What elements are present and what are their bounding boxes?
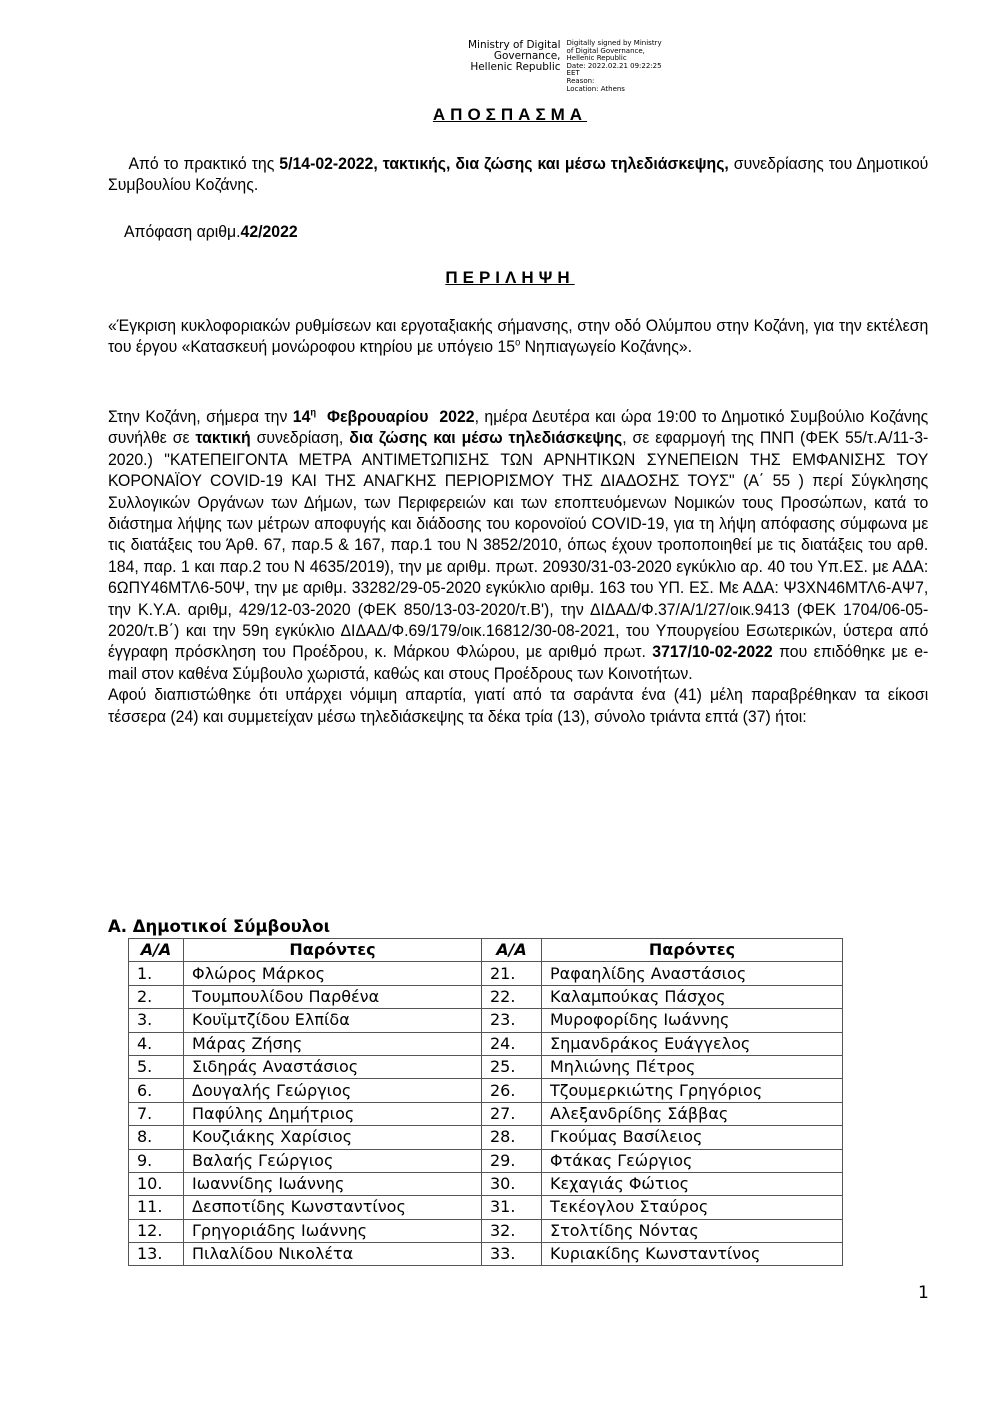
table-row — [129, 1126, 843, 1149]
table-header-row — [129, 939, 843, 962]
signature-details: Digitally signed by Ministry of Digital Governance, Hellenic Republic Date: 2022.02.21 09:22:25 EET Reason: Location: Athens — [566, 39, 662, 93]
member-name-cell: Μάρας Ζήσης — [184, 1032, 482, 1055]
quorum-paragraph: Αφού διαπιστώθηκε ότι υπάρχει νόμιμη απαρτία, γιατί από τα σαράντα ένα (41) μέλη παραβρέθηκαν τα είκοσι τέσσερα (24) και συμμετείχαν μέσω τηλεδιάσκεψης τα δέκα τρία (13), σύνολο τριάντα επτά (37) ήτοι: — [108, 685, 929, 726]
row-number-cell: 23. — [482, 1009, 542, 1032]
table-row — [129, 1032, 843, 1055]
row-number-cell: 27. — [482, 1102, 542, 1125]
table-row — [129, 1079, 843, 1102]
member-name-cell: Δουγαλής Γεώργιος — [184, 1079, 482, 1102]
body-paragraph: Στην Κοζάνη, σήμερα την $14^\eta$ Φεβρουαρίου 2022, ημέρα Δευτέρα και ώρα 19:00 το Δημοτικό Συμβούλιο Κοζάνης συνήλθε σε τακτική συνεδρίαση, δια ζώσης και μέσω τηλεδιάσκεψης, σε εφαρμογή της ΠΝΠ (ΦΕΚ 55/τ.Α/11-3-2020.) "ΚΑΤΕΠΕΙΓΟΝΤΑ ΜΕΤΡΑ ΑΝΤΙΜΕΤΩΠΙΣΗΣ ΤΩΝ ΑΡΝΗΤΙΚΩΝ ΣΥΝΕΠΕΙΩΝ ΤΗΣ ΕΜΦΑΝΙΣΗΣ ΤΟΥ ΚΟΡΟΝΑΪΟΥ COVID-19 ΚΑΙ ΤΗΣ ΑΝΑΓΚΗΣ ΠΕΡΙΟΡΙΣΜΟΥ ΤΗΣ ΔΙΑΔΟΣΗΣ ΤΟΥΣ" (Α΄ 55 ) περί Σύγκλησης Συλλογικών Οργάνων των Δήμων, των Περιφερειών και των εποπτευόμενων Νομικών τους Προσώπων, κατά το διάστημα λήψης των μέτρων αποφυγής και διάδοσης του κορονοϊού COVID-19, για τη λήψη απόφασης σύμφωνα με τις διατάξεις του Άρθ. 67, παρ.5 & 167, παρ.1 του Ν 3852/2010, όπως έχουν τροποποιηθεί με τις διατάξεις του αρθ. 184, παρ. 1 και παρ.2 του Ν 4635/2019), την με αριθμ. πρωτ. 20930/31-03-2020 εγκύκλιο αρ. 40 του Υπ.ΕΣ. με ΑΔΑ: 6ΩΠΥ46ΜΤΛ6-50Ψ, την με αριθμ. 33282/29-05-2020 εγκύκλιο αριθμ. 163 του ΥΠ. ΕΣ. Με ΑΔΑ: Ψ3ΧΝ46ΜΤΛ6-ΑΨ7, την Κ.Υ.Α. αριθμ, 429/12-03-2020 (ΦΕΚ 850/13-03-2020/τ.Β'), την ΔΙΔΑΔ/Φ.37/Α/1/27/οικ.9413 (ΦΕΚ 1704/06-05-2020/τ.Β΄) και την 59η εγκύκλιο ΔΙΔΑΔ/Φ.69/179/οικ.16812/30-08-2021, του Υπουργείου Εσωτερικών, ύστερα από έγγραφη πρόσκληση του Προέδρου, κ. Μάρκου Φλώρου, με αριθμό πρωτ. 3717/10-02-2022 που επιδόθηκε με e-mail στον καθένα Σύμβουλο χωριστά, καθώς και στους Προέδρους των Κοινοτήτων. Αφού διαπιστώθηκε ότι υπάρχει νόμιμη απαρτία, γιατί από τα σαράντα ένα (41) μέλη παραβρέθηκαν τα είκοσι τέσσερα (24) και συμμετείχαν μέσω τηλεδιάσκεψης τα δέκα τρία (13), σύνολο τριάντα επτά (37) ήτοι: — [108, 407, 929, 726]
table-row — [129, 1149, 843, 1172]
attendance-table — [128, 938, 843, 1266]
row-number-cell: 1. — [129, 962, 184, 985]
row-number-cell: 8. — [129, 1126, 184, 1149]
page-number: 1 — [918, 1283, 929, 1303]
member-name-cell: Σιδηράς Αναστάσιος — [184, 1055, 482, 1078]
member-name-cell: Κεχαγιάς Φώτιος — [542, 1172, 843, 1195]
member-name-cell: Σημανδράκος Ευάγγελος — [542, 1032, 843, 1055]
signature-issuer: Ministry of Digital Governance, Hellenic Republic — [468, 39, 561, 73]
digital-signature-block — [468, 40, 662, 93]
row-number-cell: 22. — [482, 985, 542, 1008]
row-number-cell: 9. — [129, 1149, 184, 1172]
table-row — [129, 1243, 843, 1266]
member-name-cell: Μυροφορίδης Ιωάννης — [542, 1009, 843, 1032]
member-name-cell: Γκούμας Βασίλειος — [542, 1126, 843, 1149]
member-name-cell: Δεσποτίδης Κωνσταντίνος — [184, 1196, 482, 1219]
table-row — [129, 1009, 843, 1032]
summary-heading: ΠΕΡΙΛΗΨΗ — [445, 268, 575, 287]
row-number-cell: 11. — [129, 1196, 184, 1219]
table-row — [129, 1219, 843, 1242]
row-number-cell: 3. — [129, 1009, 184, 1032]
member-name-cell: Κουζιάκης Χαρίσιος — [184, 1126, 482, 1149]
row-number-cell: 25. — [482, 1055, 542, 1078]
row-number-cell: 29. — [482, 1149, 542, 1172]
section-title-municipal-councillors: Α. Δημοτικοί Σύμβουλοι — [108, 917, 331, 936]
summary-text: «Έγκριση κυκλοφοριακών ρυθμίσεων και εργοταξιακής σήμανσης, στην οδό Ολύμπου στην Κοζάνη, για την εκτέλεση του έργου «Κατασκευή μονώροφου κτηρίου με υπόγειο $15^o$ Νηπιαγωγείο Κοζάνης». — [108, 316, 929, 357]
member-name-cell: Βαλαής Γεώργιος — [184, 1149, 482, 1172]
row-number-cell: 30. — [482, 1172, 542, 1195]
intro-paragraph: Από το πρακτικό της 5/14-02-2022, τακτικής, δια ζώσης και μέσω τηλεδιάσκεψης, συνεδρίασης του Δημοτικού Συμβουλίου Κοζάνης. — [108, 154, 929, 195]
member-name-cell: Στολτίδης Νόντας — [542, 1219, 843, 1242]
row-number-cell: 5. — [129, 1055, 184, 1078]
member-name-cell: Ιωαννίδης Ιωάννης — [184, 1172, 482, 1195]
decision-number: Απόφαση αριθμ.42/2022 — [124, 222, 298, 241]
member-name-cell: Τουμπουλίδου Παρθένα — [184, 985, 482, 1008]
member-name-cell: Τεκέογλου Σταύρος — [542, 1196, 843, 1219]
row-number-cell: 10. — [129, 1172, 184, 1195]
member-name-cell: Κουϊμτζίδου Ελπίδα — [184, 1009, 482, 1032]
member-name-cell: Καλαμπούκας Πάσχος — [542, 985, 843, 1008]
table-row — [129, 985, 843, 1008]
row-number-cell: 26. — [482, 1079, 542, 1102]
row-number-cell: 2. — [129, 985, 184, 1008]
row-number-cell: 24. — [482, 1032, 542, 1055]
column-header-number: Α/Α — [129, 939, 184, 962]
member-name-cell: Φλώρος Μάρκος — [184, 962, 482, 985]
table-row — [129, 1196, 843, 1219]
member-name-cell: Ραφαηλίδης Αναστάσιος — [542, 962, 843, 985]
row-number-cell: 12. — [129, 1219, 184, 1242]
column-header-number: Α/Α — [482, 939, 542, 962]
member-name-cell: Παφύλης Δημήτριος — [184, 1102, 482, 1125]
row-number-cell: 32. — [482, 1219, 542, 1242]
row-number-cell: 7. — [129, 1102, 184, 1125]
member-name-cell: Πιλαλίδου Νικολέτα — [184, 1243, 482, 1266]
column-header-present: Παρόντες — [542, 939, 843, 962]
member-name-cell: Τζουμερκιώτης Γρηγόριος — [542, 1079, 843, 1102]
member-name-cell: Φτάκας Γεώργιος — [542, 1149, 843, 1172]
table-row — [129, 962, 843, 985]
table-row — [129, 1172, 843, 1195]
member-name-cell: Γρηγοριάδης Ιωάννης — [184, 1219, 482, 1242]
row-number-cell: 4. — [129, 1032, 184, 1055]
column-header-present: Παρόντες — [184, 939, 482, 962]
document-heading: ΑΠΟΣΠΑΣΜΑ — [432, 105, 588, 124]
row-number-cell: 21. — [482, 962, 542, 985]
member-name-cell: Αλεξανδρίδης Σάββας — [542, 1102, 843, 1125]
row-number-cell: 33. — [482, 1243, 542, 1266]
row-number-cell: 28. — [482, 1126, 542, 1149]
row-number-cell: 6. — [129, 1079, 184, 1102]
member-name-cell: Κυριακίδης Κωνσταντίνος — [542, 1243, 843, 1266]
row-number-cell: 31. — [482, 1196, 542, 1219]
table-row — [129, 1055, 843, 1078]
table-row — [129, 1102, 843, 1125]
row-number-cell: 13. — [129, 1243, 184, 1266]
member-name-cell: Μηλιώνης Πέτρος — [542, 1055, 843, 1078]
